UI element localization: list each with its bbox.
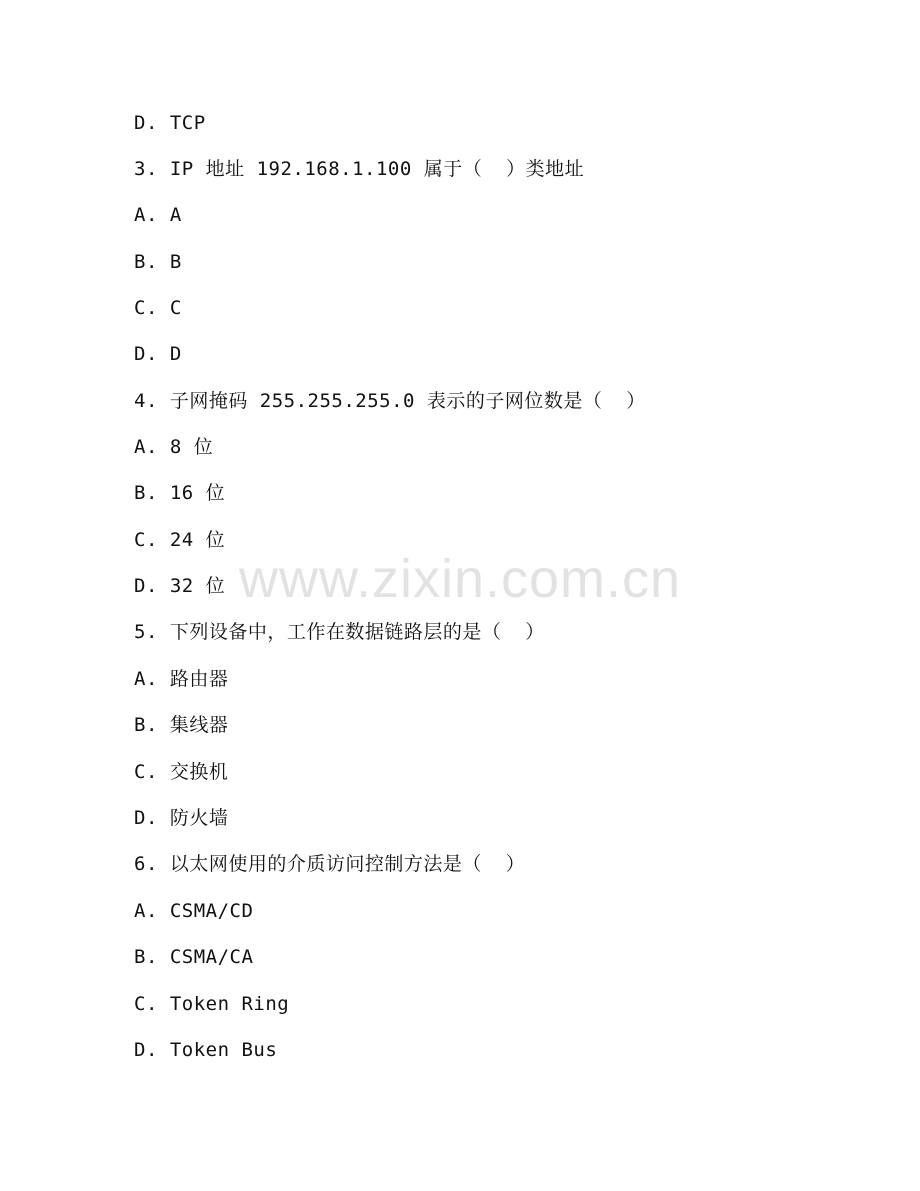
option-line: C. C bbox=[134, 297, 182, 319]
option-line: C. 24 位 bbox=[134, 529, 226, 551]
question-line: 6. 以太网使用的介质访问控制方法是（ ） bbox=[134, 853, 526, 875]
question-line: 5. 下列设备中，工作在数据链路层的是（ ） bbox=[134, 621, 545, 643]
option-line: C. Token Ring bbox=[134, 993, 290, 1015]
option-line: D. 32 位 bbox=[134, 575, 226, 597]
option-line: A. 8 位 bbox=[134, 436, 214, 458]
option-line: D. 防火墙 bbox=[134, 807, 229, 829]
option-line: A. 路由器 bbox=[134, 668, 229, 690]
option-line: D. TCP bbox=[134, 112, 206, 134]
option-line: C. 交换机 bbox=[134, 761, 229, 783]
question-line: 4. 子网掩码 255.255.255.0 表示的子网位数是（ ） bbox=[134, 390, 646, 412]
watermark: www.zixin.com.cn bbox=[238, 549, 682, 609]
option-line: B. CSMA/CA bbox=[134, 946, 254, 968]
option-line: A. CSMA/CD bbox=[134, 900, 254, 922]
option-line: B. B bbox=[134, 251, 182, 273]
option-line: B. 集线器 bbox=[134, 714, 229, 736]
option-line: B. 16 位 bbox=[134, 482, 226, 504]
question-line: 3. IP 地址 192.168.1.100 属于（ ）类地址 bbox=[134, 158, 585, 180]
option-line: A. A bbox=[134, 204, 182, 226]
option-line: D. Token Bus bbox=[134, 1039, 278, 1061]
option-line: D. D bbox=[134, 343, 182, 365]
